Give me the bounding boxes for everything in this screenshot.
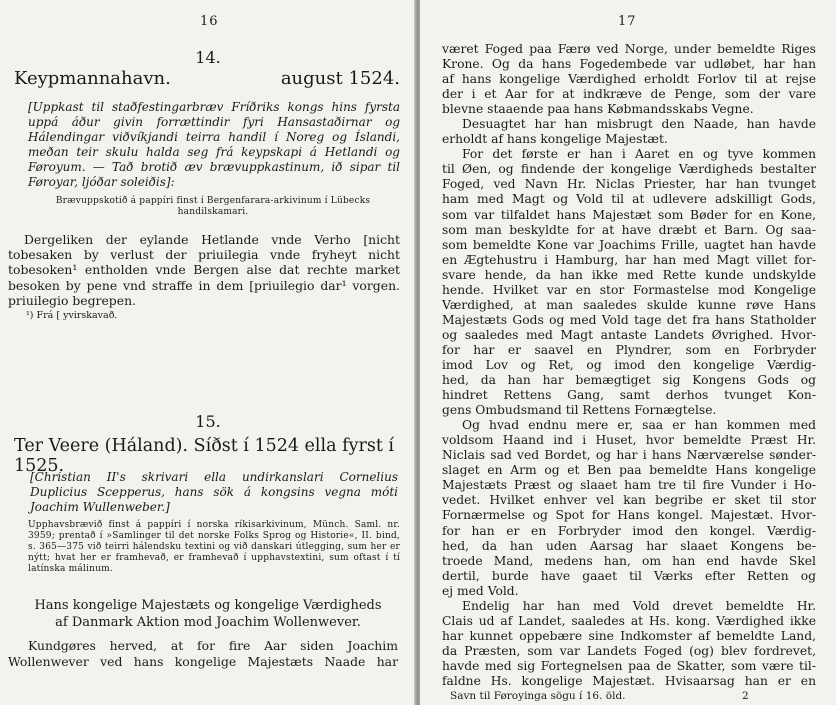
section-number: 14. (195, 48, 221, 67)
text-line: voldsom Haand ind i Huset, hvor bemeldte Præst Hr. (442, 433, 816, 448)
document-text-line: Kundgøres herved, at for fire Aar siden Joachim (28, 638, 398, 653)
section-heading: Ter Veere (Háland). Síðst í 1524 ella fyrst í 1525. (14, 436, 395, 476)
text-line: imod Lov og Ret, og imod den kongelige Værdig- (442, 357, 816, 372)
text-line: en Ægtehustru i Hamburg, har han med Magt villet for- (442, 252, 816, 267)
text-line: svare hende, da han ikke med Rette kunde undskylde (442, 267, 816, 282)
text-line: til Øen, og findende der kongelige Værdigheds bestalter (442, 162, 816, 177)
text-line: været Foged paa Færø ved Norge, under bemeldte Riges (442, 42, 816, 56)
text-line: Værdighed, at man saaledes skulde kunne røve Hans (442, 297, 816, 312)
text-line: Og hvad endnu mere er, saa er han kommen med (462, 418, 816, 433)
text-line: Endelig har han med Vold drevet bemeldte Hr. (462, 598, 816, 613)
text-line: blevne staaende paa hans Købmandsskabs Vegne. (442, 102, 754, 117)
text-line: hed, da han har bemægtiget sig Kongens Gods og (442, 373, 816, 388)
text-line: og saaledes med Magt antaste Landets Øvrighed. Hvor- (442, 327, 816, 342)
text-line: som bemeldte Kone var Joachims Frille, uagtet han havde (442, 237, 816, 252)
footnote: ¹) Frá [ yvirskavað. (26, 310, 118, 321)
section-summary: [Uppkast til staðfestingarbræv Fríðriks kongs hins fyrsta uppá áður givin forrættindir fyri Hansastaðirnar og Hálendingar viðvíkjandi teirra handil í Noreg og Íslandi, meðan teir skulu halda seg frá keypskapi á Hetlandi og Føroyum. — Tað brotið æv brævuppkastinum, ið sipar til Føroyar, ljóðar soleiðis]: (28, 100, 400, 189)
document-date: august 1524. (280, 68, 400, 89)
footer-signature: 2 (742, 690, 749, 702)
text-line: som var tilfaldet hans Majestæt som Bøder for en Kone, (442, 207, 816, 222)
right-page (420, 0, 836, 705)
text-line: Fornærmelse og Spot for Hans kongel. Majestæt. Hvor- (442, 508, 816, 523)
text-line: havde med sig Fortegnelsen paa de Skatter, som være til- (442, 658, 816, 673)
text-line: af hans kongelige Værdighed erholdt Forlov til at rejse (442, 72, 816, 87)
text-line: for han er en Forbryder imod den kongel. Værdig- (442, 523, 816, 538)
text-line: vedet. Hvilket enhver vel kan begribe er sket til stor (442, 493, 816, 508)
text-line: Foged, ved Navn Hr. Niclas Priester, har han tvunget (442, 177, 816, 192)
section-number: 15. (195, 412, 221, 431)
source-note: Brævuppskotið á pappíri finst í Bergenfarara-arkivinum í Lübecks handilskamari. (55, 196, 371, 217)
left-page (0, 0, 416, 705)
text-line: som man beskyldte for at have dræbt et Barn. Og saa- (442, 222, 816, 237)
text-line: hindret Rettens Gang, samt derhos tvunget Kon- (442, 388, 816, 403)
source-note: Upphavsbrævið finst á pappíri í norska ríkisarkivinum, Münch. Saml. nr. 3959; prentað í »Samlinger til det norske Folks Sprog og Historie«, II. bind, s. 365—375 við teirri hálendsku textini og við danskari útlegging, sum her er nýtt; hvat her er framhevað, er framhevað í upphavstextini, sum oftast í tí latínska málinum. (28, 520, 400, 574)
text-line: Desuagtet har han misbrugt den Naade, han havde (462, 117, 816, 132)
text-line: slaget en Arm og et Ben paa bemeldte Hans kongelige (442, 463, 816, 478)
text-line: dertil, burde have gaaet til Værks efter Retten og (442, 568, 816, 583)
text-line: For det første er han i Aaret en og tyve kommen (462, 147, 816, 162)
text-line: gens Ombudsmand til Rettens Fornægtelse. (442, 403, 717, 418)
text-line: faldne Hs. kongelige Majestæt. Hvisaarsag han er en (442, 673, 816, 688)
text-line: har kunnet oppebære sine Indkomster af bemeldte Land, (442, 628, 816, 643)
text-line: for har er saavel en Plyndrer, som en Forbryder (442, 342, 816, 357)
document-place: Keypmannahavn. (14, 68, 171, 89)
text-line: erholdt af hans kongelige Majestæt. (442, 132, 668, 147)
text-line: troede Mand, medens han, om han end havde Skel (442, 553, 816, 568)
text-line: Niclais sad ved Bordet, og har i hans Nærværelse sønder- (442, 448, 816, 463)
document-title-line: af Danmark Aktion mod Joachim Wollenwever. (55, 615, 361, 630)
text-line: Majestæts Præst og slaaet ham tre til fire Vunder i Ho- (442, 478, 816, 493)
text-line: hed, da han uden Aarsag har slaaet Kongens be- (442, 538, 816, 553)
page-number: 16 (200, 14, 219, 29)
text-line: da Præsten, som var Landets Foged (og) blev fordrevet, (442, 643, 816, 658)
document-text: Dergeliken der eylande Hetlande vnde Verho [nicht tobesaken by verlust der priuilegia vnde fryheyt nicht tobesoken¹ entholden vnde Bergen alse dat rechte market besoken by pene vnd straffe in dem [priuilegio dar¹ vorgen. priuilegio begrepen. (8, 232, 400, 308)
text-line: hende. Hvilket var en stor Formastelse mod Kongelige (442, 282, 816, 297)
section-summary: [Christian II's skrivari ella undirkanslari Cornelius Duplicius Scepperus, hans sök á kongsins vegna móti Joachim Wullenweber.] (30, 470, 398, 514)
text-line: Majestæts Gods og med Vold tage det fra hans Statholder (442, 312, 816, 327)
document-text-line: Wollenwever ved hans kongelige Majestæts Naade har (8, 654, 398, 669)
document-text (442, 42, 816, 689)
text-line: der i et Aar for at indkræve de Penge, som der vare (442, 87, 816, 102)
footer-title: Savn til Føroyinga sögu í 16. öld. (450, 690, 626, 702)
text-line: Clais ud af Landet, saaledes at Hs. kong. Værdighed ikke (442, 613, 816, 628)
document-title-line: Hans kongelige Majestæts og kongelige Værdigheds (34, 598, 382, 613)
text-line: ham med Magt og Vold til at udlevere adskilligt Gods, (442, 192, 816, 207)
page-number: 17 (618, 14, 637, 29)
text-line: ej med Vold. (442, 583, 519, 598)
text-line: Krone. Og da hans Fogedembede var udløbet, har han (442, 57, 816, 72)
